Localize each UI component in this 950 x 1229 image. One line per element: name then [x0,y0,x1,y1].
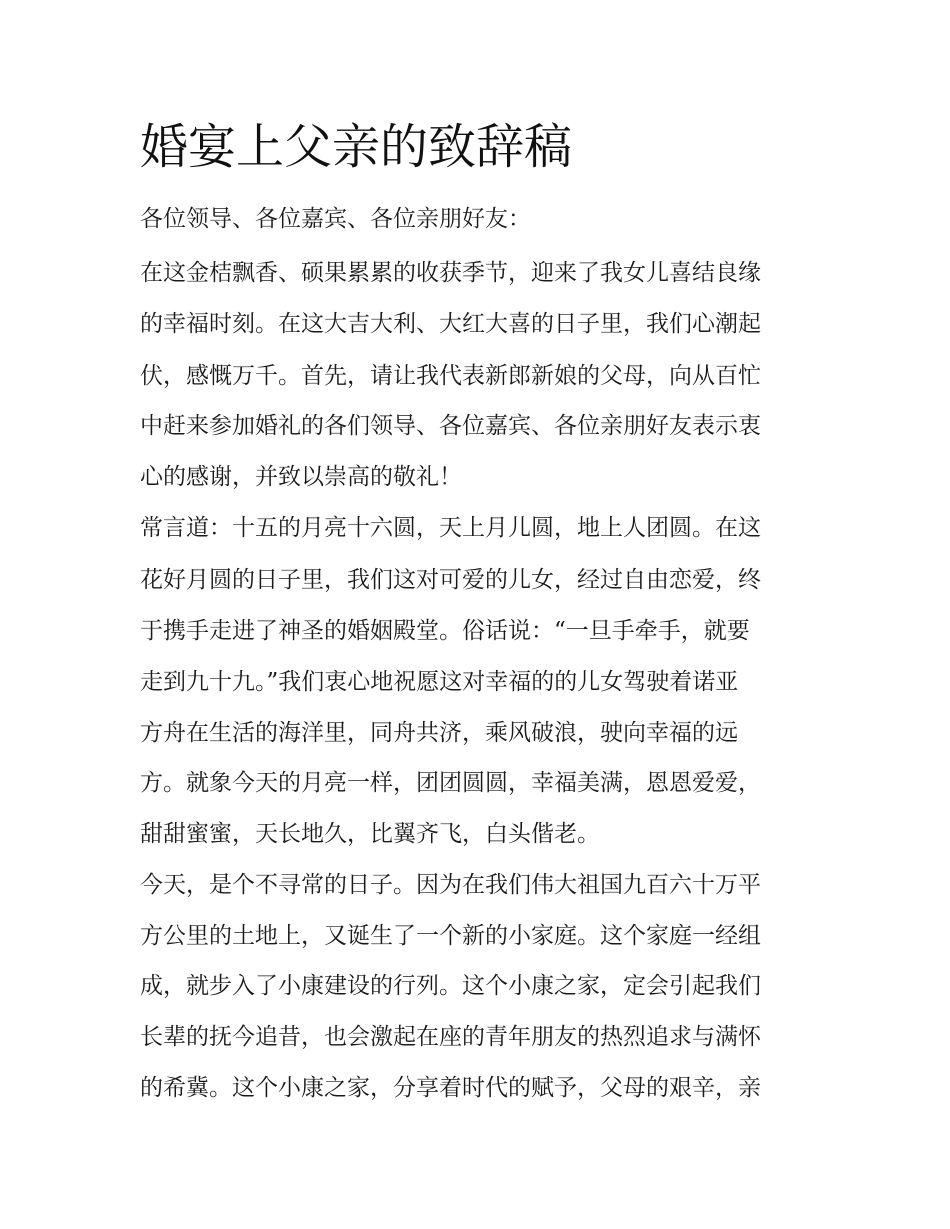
text-line: 成，就步入了小康建设的行列。这个小康之家，定会引起我们 [140,973,761,999]
text-line: 方公里的土地上，又诞生了一个新的小家庭。这个家庭一经组 [140,923,761,949]
text-line: 常言道：十五的月亮十六圆，天上月儿圆，地上人团圆。在这 [140,515,761,541]
text-line: 花好月圆的日子里，我们这对可爱的儿女，经过自由恋爱，终 [140,567,761,593]
text-line: 走到九十九。”我们衷心地祝愿这对幸福的的儿女驾驶着诺亚 [140,669,739,695]
text-line: 各位领导、各位嘉宾、各位亲朋好友： [140,206,531,232]
text-line: 心的感谢，并致以崇高的敬礼！ [140,464,462,490]
text-line: 的希冀。这个小康之家，分享着时代的赋予，父母的艰辛，亲 [140,1075,761,1101]
text-line: 中赶来参加婚礼的各们领导、各位嘉宾、各位亲朋好友表示衷 [140,413,761,439]
text-line: 甜甜蜜蜜，天长地久，比翼齐飞，白头偕老。 [140,821,600,847]
text-line: 方舟在生活的海洋里，同舟共济，乘风破浪，驶向幸福的远 [140,720,738,746]
text-line: 于携手走进了神圣的婚姻殿堂。俗话说：“一旦手牵手，就要 [140,618,750,644]
text-line: 的幸福时刻。在这大吉大利、大红大喜的日子里，我们心潮起 [140,311,761,337]
text-line: 方。就象今天的月亮一样，团团圆圆，幸福美满，恩恩爱爱， [140,770,761,796]
document-title: 婚宴上父亲的致辞稿 [140,119,573,175]
text-line: 在这金桔飘香、硕果累累的收获季节，迎来了我女儿喜结良缘 [140,260,761,286]
text-line: 长辈的抚今追昔，也会激起在座的青年朋友的热烈追求与满怀 [140,1024,761,1050]
text-line: 今天，是个不寻常的日子。因为在我们伟大祖国九百六十万平 [140,872,761,898]
text-line: 伏，感慨万千。首先，请让我代表新郎新娘的父母，向从百忙 [140,363,761,389]
